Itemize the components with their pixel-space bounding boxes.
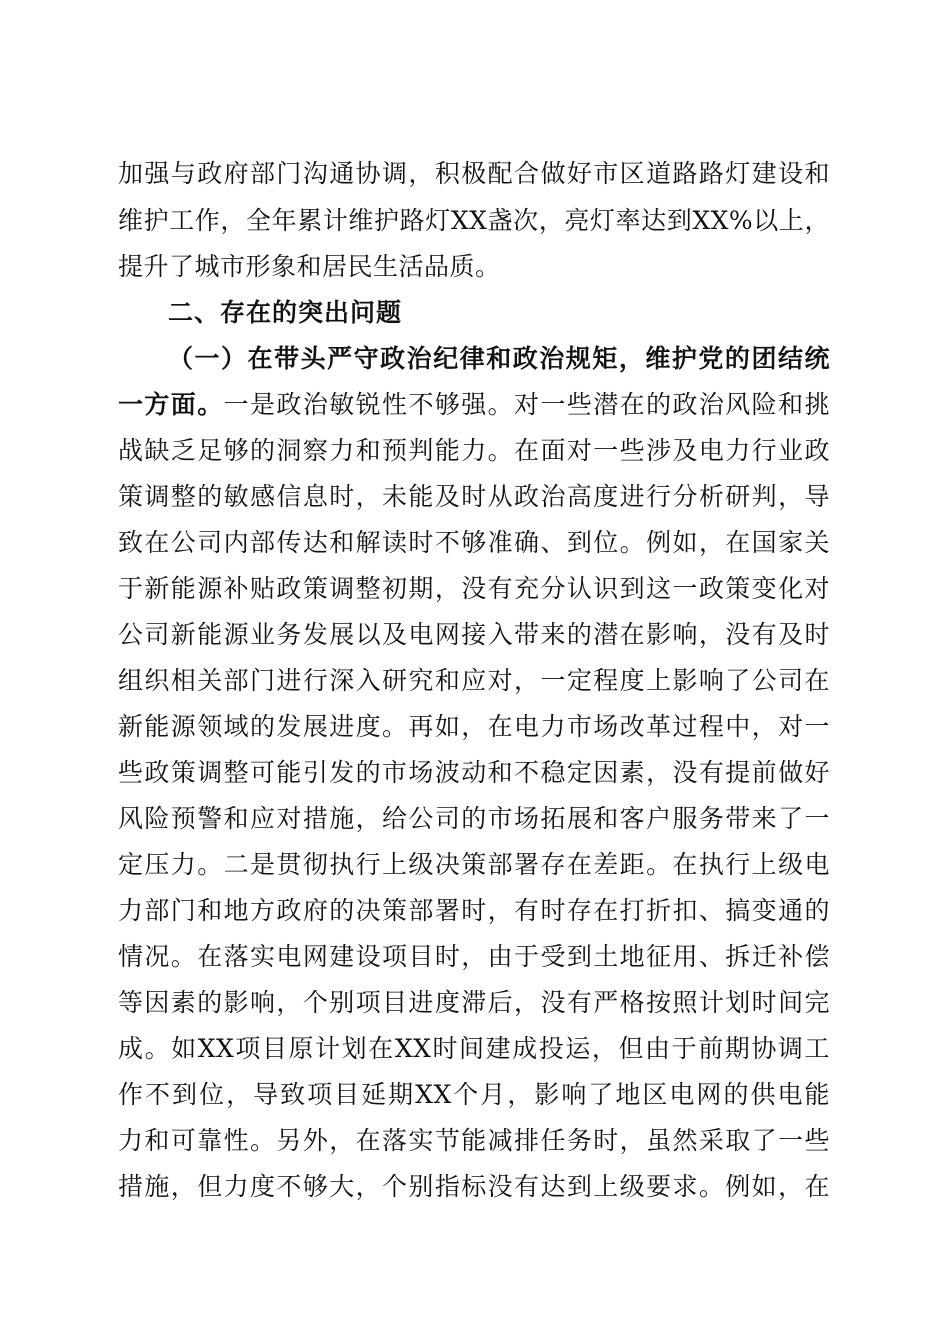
body-text-fragment: 一是政治敏锐性不够强。对一些潜在的政治风险和挑 xyxy=(223,390,830,419)
body-text-line: 作不到位，导致项目延期XX个月，影响了地区电网的供电能 xyxy=(118,1080,830,1109)
body-text-line: 提升了城市形象和居民生活品质。 xyxy=(118,252,501,281)
subsection-heading-line: （一）在带头严守政治纪律和政治规矩，维护党的团结统 xyxy=(168,344,830,373)
body-text-line: 定压力。二是贯彻执行上级决策部署存在差距。在执行上级电 xyxy=(118,850,830,879)
subsection-heading-tail: 一方面。 xyxy=(118,390,224,419)
body-text-line: 致在公司内部传达和解读时不够准确、到位。例如，在国家关 xyxy=(118,528,830,557)
body-text-line: 公司新能源业务发展以及电网接入带来的潜在影响，没有及时 xyxy=(118,620,830,649)
body-text-line: 情况。在落实电网建设项目时，由于受到土地征用、拆迁补偿 xyxy=(118,942,830,971)
body-text-line: 组织相关部门进行深入研究和应对，一定程度上影响了公司在 xyxy=(118,666,830,695)
body-text-line: 力和可靠性。另外，在落实节能减排任务时，虽然采取了一些 xyxy=(118,1126,830,1155)
section-heading: 二、存在的突出问题 xyxy=(168,298,403,327)
body-text-line: 战缺乏足够的洞察力和预判能力。在面对一些涉及电力行业政 xyxy=(118,436,830,465)
body-text-line: 些政策调整可能引发的市场波动和不稳定因素，没有提前做好 xyxy=(118,758,830,787)
body-text-line: 新能源领域的发展进度。再如，在电力市场改革过程中，对一 xyxy=(118,712,830,741)
body-text-line: 于新能源补贴政策调整初期，没有充分认识到这一政策变化对 xyxy=(118,574,830,603)
body-text-line: 等因素的影响，个别项目进度滞后，没有严格按照计划时间完 xyxy=(118,988,830,1017)
body-text-line: 风险预警和应对措施，给公司的市场拓展和客户服务带来了一 xyxy=(118,804,830,833)
body-text-line xyxy=(118,382,830,428)
body-text-line: 措施，但力度不够大，个别指标没有达到上级要求。例如，在 xyxy=(118,1172,830,1201)
body-text-line: 策调整的敏感信息时，未能及时从政治高度进行分析研判，导 xyxy=(118,482,830,511)
body-text-line: 加强与政府部门沟通协调，积极配合做好市区道路路灯建设和 xyxy=(118,159,830,188)
body-text-line: 维护工作，全年累计维护路灯XX盏次，亮灯率达到XX%以上， xyxy=(118,206,830,235)
body-text-line: 力部门和地方政府的决策部署时，有时存在打折扣、搞变通的 xyxy=(118,896,830,925)
body-text-line: 成。如XX项目原计划在XX时间建成投运，但由于前期协调工 xyxy=(118,1034,830,1063)
